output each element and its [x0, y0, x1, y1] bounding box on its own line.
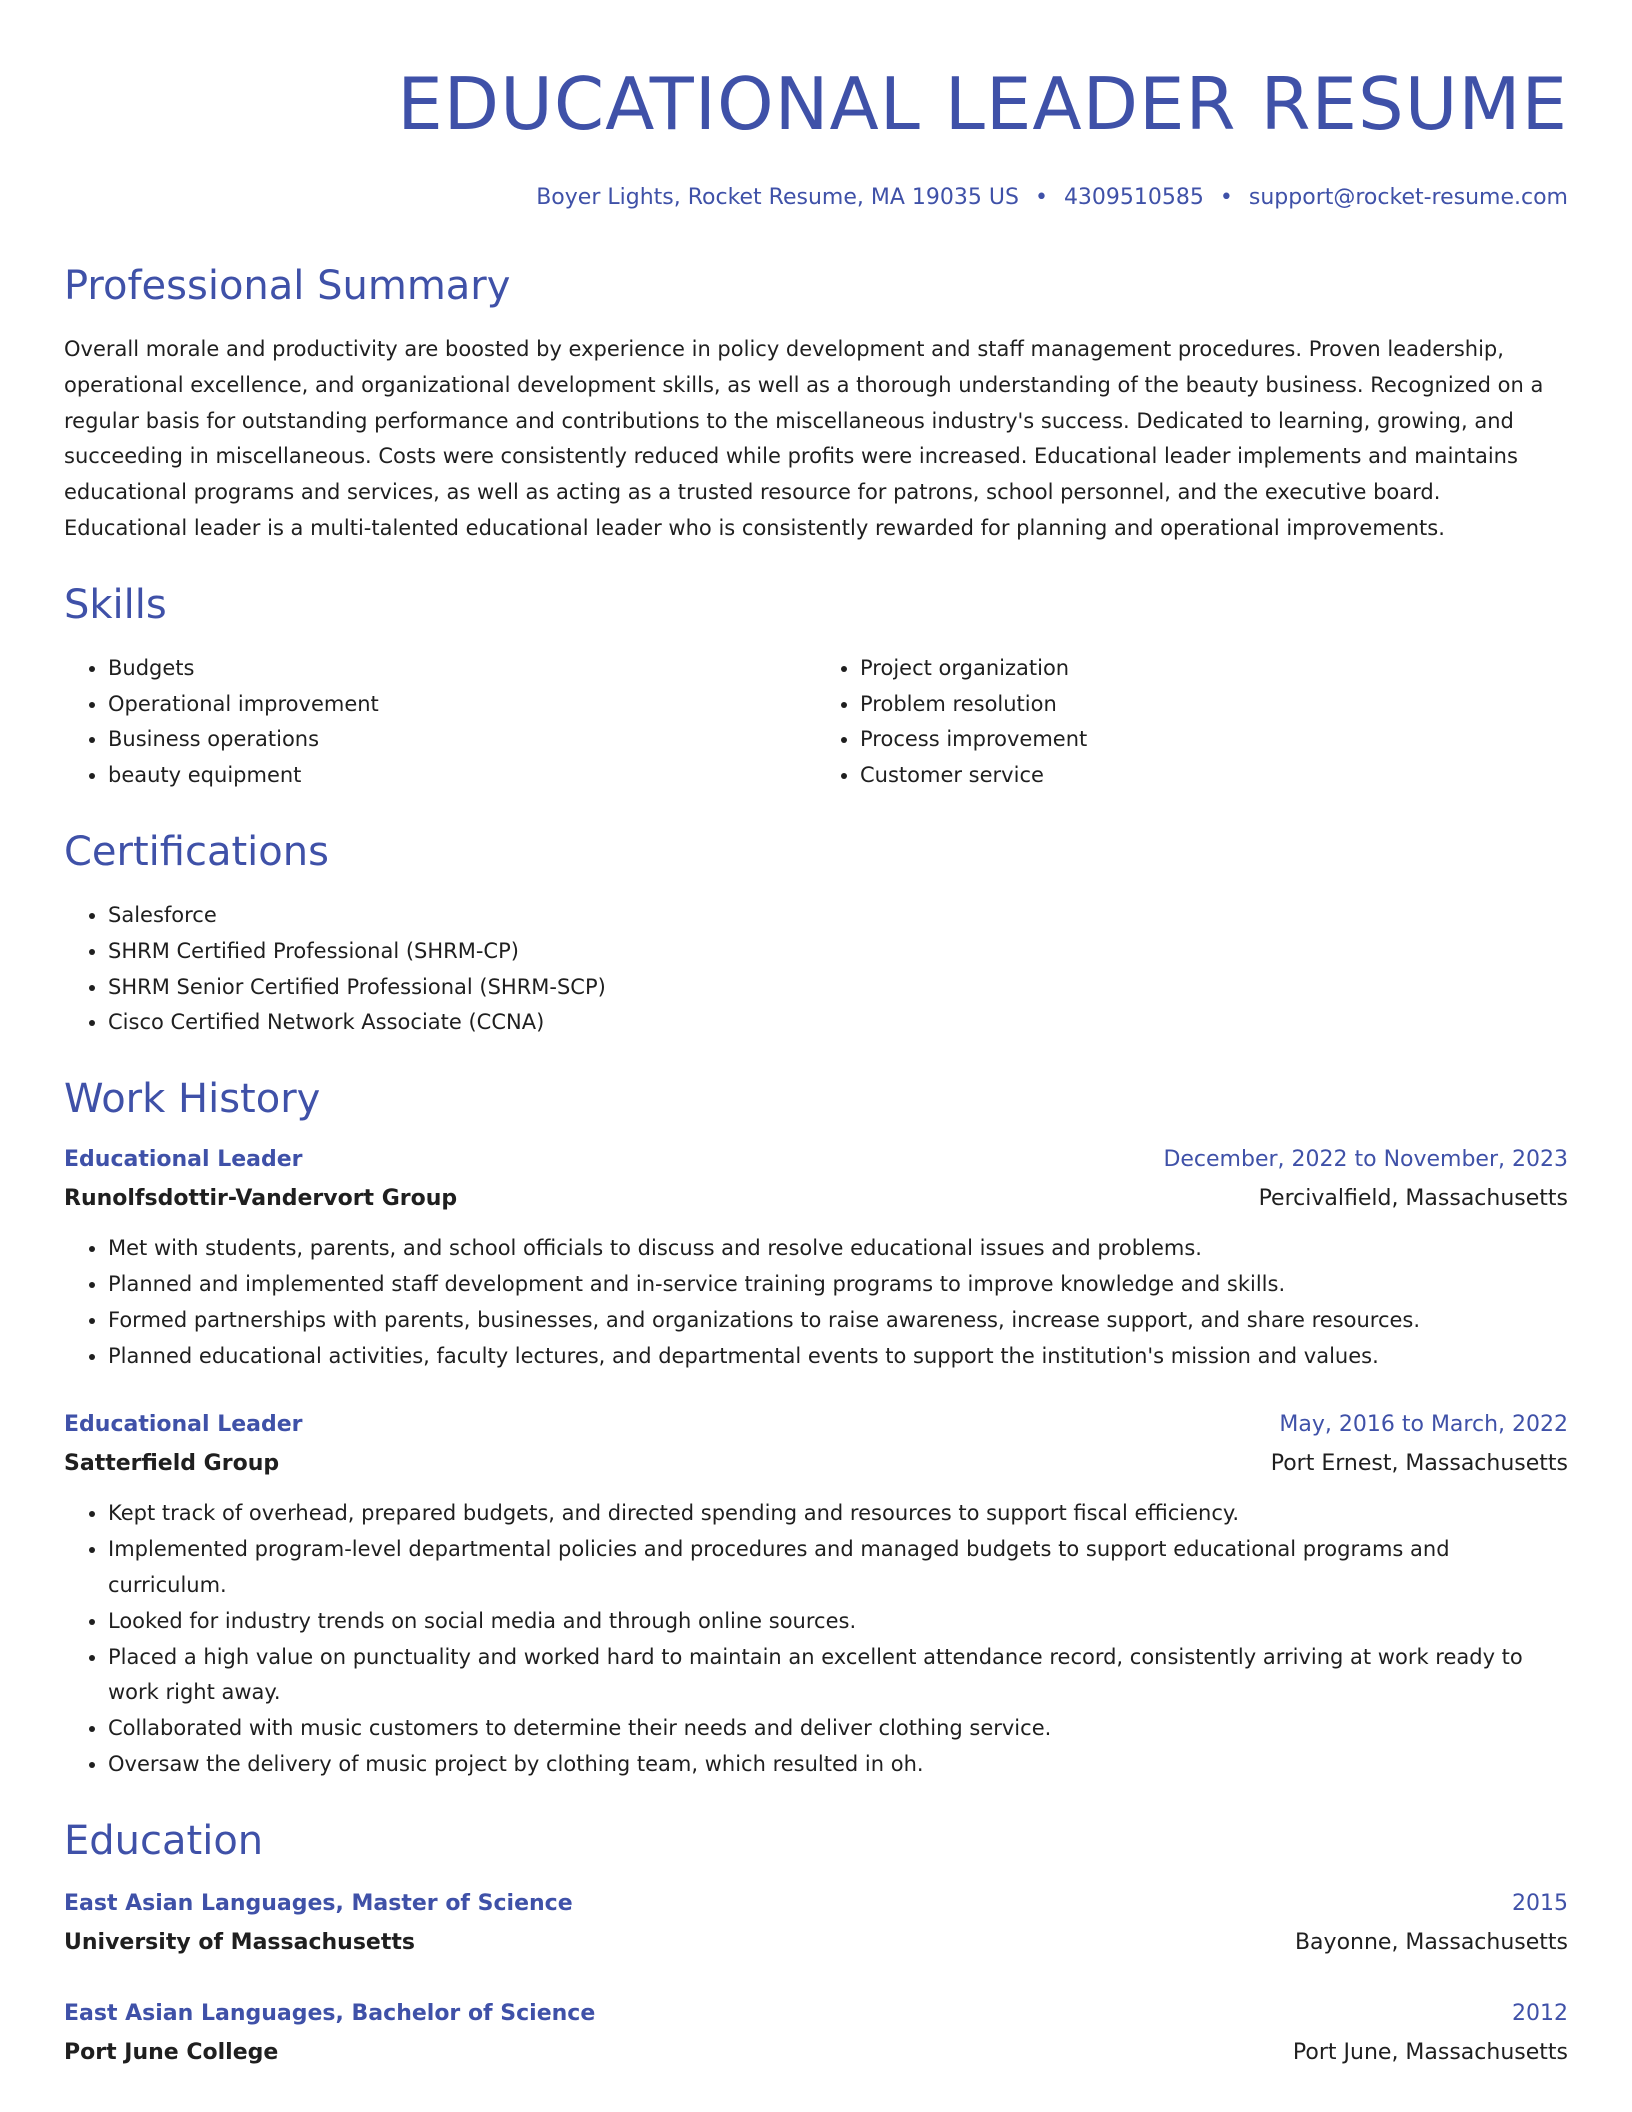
- education-section: [64, 1815, 1568, 2073]
- contact-separator: •: [1034, 185, 1048, 210]
- job-bullet: • Planned educational activities, faculty lectures, and departmental events to support the institution's mission and values.: [108, 1339, 1568, 1375]
- skills-grid: [64, 651, 1568, 794]
- skill-item: • Budgets: [108, 651, 816, 687]
- skill-item: • Process improvement: [860, 722, 1568, 758]
- job-title-row: [64, 1141, 1568, 1179]
- contact-separator: •: [1219, 185, 1233, 210]
- education-heading: Education: [64, 1817, 264, 1864]
- education-school: University of Massachusetts: [64, 1929, 415, 1955]
- job-company: Satterfield Group: [64, 1451, 280, 1477]
- education-location: Port June, Massachusetts: [1292, 2039, 1568, 2065]
- education-year: 2012: [1512, 2000, 1568, 2026]
- job-entry: [64, 1141, 1568, 1374]
- job-bullets: [64, 1231, 1568, 1374]
- education-degree: East Asian Languages, Master of Science: [64, 1890, 573, 1916]
- education-school: Port June College: [64, 2039, 279, 2065]
- education-entry: [64, 1995, 1568, 2073]
- skills-list-left: [64, 651, 816, 794]
- skills-list-right: [816, 651, 1568, 794]
- skill-item: • Problem resolution: [860, 687, 1568, 723]
- summary-heading: Professional Summary: [64, 263, 511, 309]
- certification-item: • SHRM Senior Certified Professional (SHRM-SCP): [108, 970, 1568, 1006]
- skill-item: • Operational improvement: [108, 687, 816, 723]
- job-bullet: • Looked for industry trends on social media and through online sources.: [108, 1604, 1568, 1640]
- job-role: Educational Leader: [64, 1147, 303, 1173]
- job-dates: May, 2016 to March, 2022: [1279, 1412, 1568, 1438]
- job-entry: [64, 1406, 1568, 1782]
- job-bullet: • Met with students, parents, and school officials to discuss and resolve educational issues and problems.: [108, 1231, 1568, 1267]
- education-location: Bayonne, Massachusetts: [1294, 1929, 1568, 1955]
- contact-address: Boyer Lights, Rocket Resume, MA 19035 US: [536, 185, 1019, 210]
- job-role: Educational Leader: [64, 1412, 303, 1438]
- education-school-row: [64, 2033, 1568, 2073]
- skill-item: • Customer service: [860, 758, 1568, 794]
- resume-title: EDUCATIONAL LEADER RESUME: [397, 62, 1568, 146]
- certification-item: • Salesforce: [108, 898, 1568, 934]
- job-location: Percivalfield, Massachusetts: [1258, 1186, 1568, 1212]
- skills-heading: Skills: [64, 581, 167, 628]
- certifications-list: [64, 898, 1568, 1041]
- education-degree-row: [64, 1995, 1568, 2033]
- job-dates: December, 2022 to November, 2023: [1163, 1147, 1568, 1173]
- certification-item: • Cisco Certified Network Associate (CCNA): [108, 1005, 1568, 1041]
- job-bullets: [64, 1496, 1568, 1782]
- summary-text: Overall morale and productivity are boosted by experience in policy development and staff management procedures. Proven leadership, operational excellence, and organizational development skills, as well as a thorough understanding of the beauty business. Recognized on a regular basis for outstanding performance and contributions to the miscellaneous industry's success. Dedicated to learning, growing, and succeeding in miscellaneous. Costs were consistently reduced while profits were increased. Educational leader implements and maintains educational programs and services, as well as acting as a trusted resource for patrons, school personnel, and the executive board. Educational leader is a multi-talented educational leader who is consistently rewarded for planning and operational improvements.: [64, 337, 1544, 540]
- summary-section: [64, 260, 1568, 547]
- job-bullet: • Placed a high value on punctuality and worked hard to maintain an excellent attendance record, consistently arriving at work ready to work right away.: [108, 1640, 1568, 1712]
- work-history-section: [64, 1073, 1568, 1783]
- education-entry: [64, 1885, 1568, 1963]
- education-degree: East Asian Languages, Bachelor of Science: [64, 2000, 596, 2026]
- certifications-section: [64, 826, 1568, 1041]
- certifications-heading: Certifications: [64, 828, 329, 875]
- certification-item: • SHRM Certified Professional (SHRM-CP): [108, 934, 1568, 970]
- job-company-row: [64, 1444, 1568, 1484]
- education-school-row: [64, 1923, 1568, 1963]
- job-bullet: • Collaborated with music customers to determine their needs and deliver clothing service.: [108, 1711, 1568, 1747]
- job-bullet: • Kept track of overhead, prepared budgets, and directed spending and resources to support fiscal efficiency.: [108, 1496, 1568, 1532]
- education-degree-row: [64, 1885, 1568, 1923]
- skill-item: • beauty equipment: [108, 758, 816, 794]
- skill-item: • Project organization: [860, 651, 1568, 687]
- job-bullet: • Oversaw the delivery of music project by clothing team, which resulted in oh.: [108, 1747, 1568, 1783]
- job-bullet: • Implemented program-level departmental policies and procedures and managed budgets to support educational programs and curriculum.: [108, 1532, 1568, 1604]
- education-year: 2015: [1512, 1890, 1568, 1916]
- job-bullet: • Formed partnerships with parents, businesses, and organizations to raise awareness, increase support, and share resources.: [108, 1303, 1568, 1339]
- skill-item: • Business operations: [108, 722, 816, 758]
- job-company: Runolfsdottir-Vandervort Group: [64, 1186, 458, 1212]
- contact-phone[interactable]: 4309510585: [1063, 185, 1204, 210]
- contact-line: [64, 182, 1568, 214]
- job-company-row: [64, 1179, 1568, 1219]
- skills-section: [64, 579, 1568, 794]
- contact-email[interactable]: support@rocket-resume.com: [1248, 185, 1568, 210]
- job-title-row: [64, 1406, 1568, 1444]
- job-bullet: • Planned and implemented staff development and in-service training programs to improve knowledge and skills.: [108, 1267, 1568, 1303]
- job-location: Port Ernest, Massachusetts: [1270, 1451, 1568, 1477]
- work-history-heading: Work History: [64, 1076, 321, 1123]
